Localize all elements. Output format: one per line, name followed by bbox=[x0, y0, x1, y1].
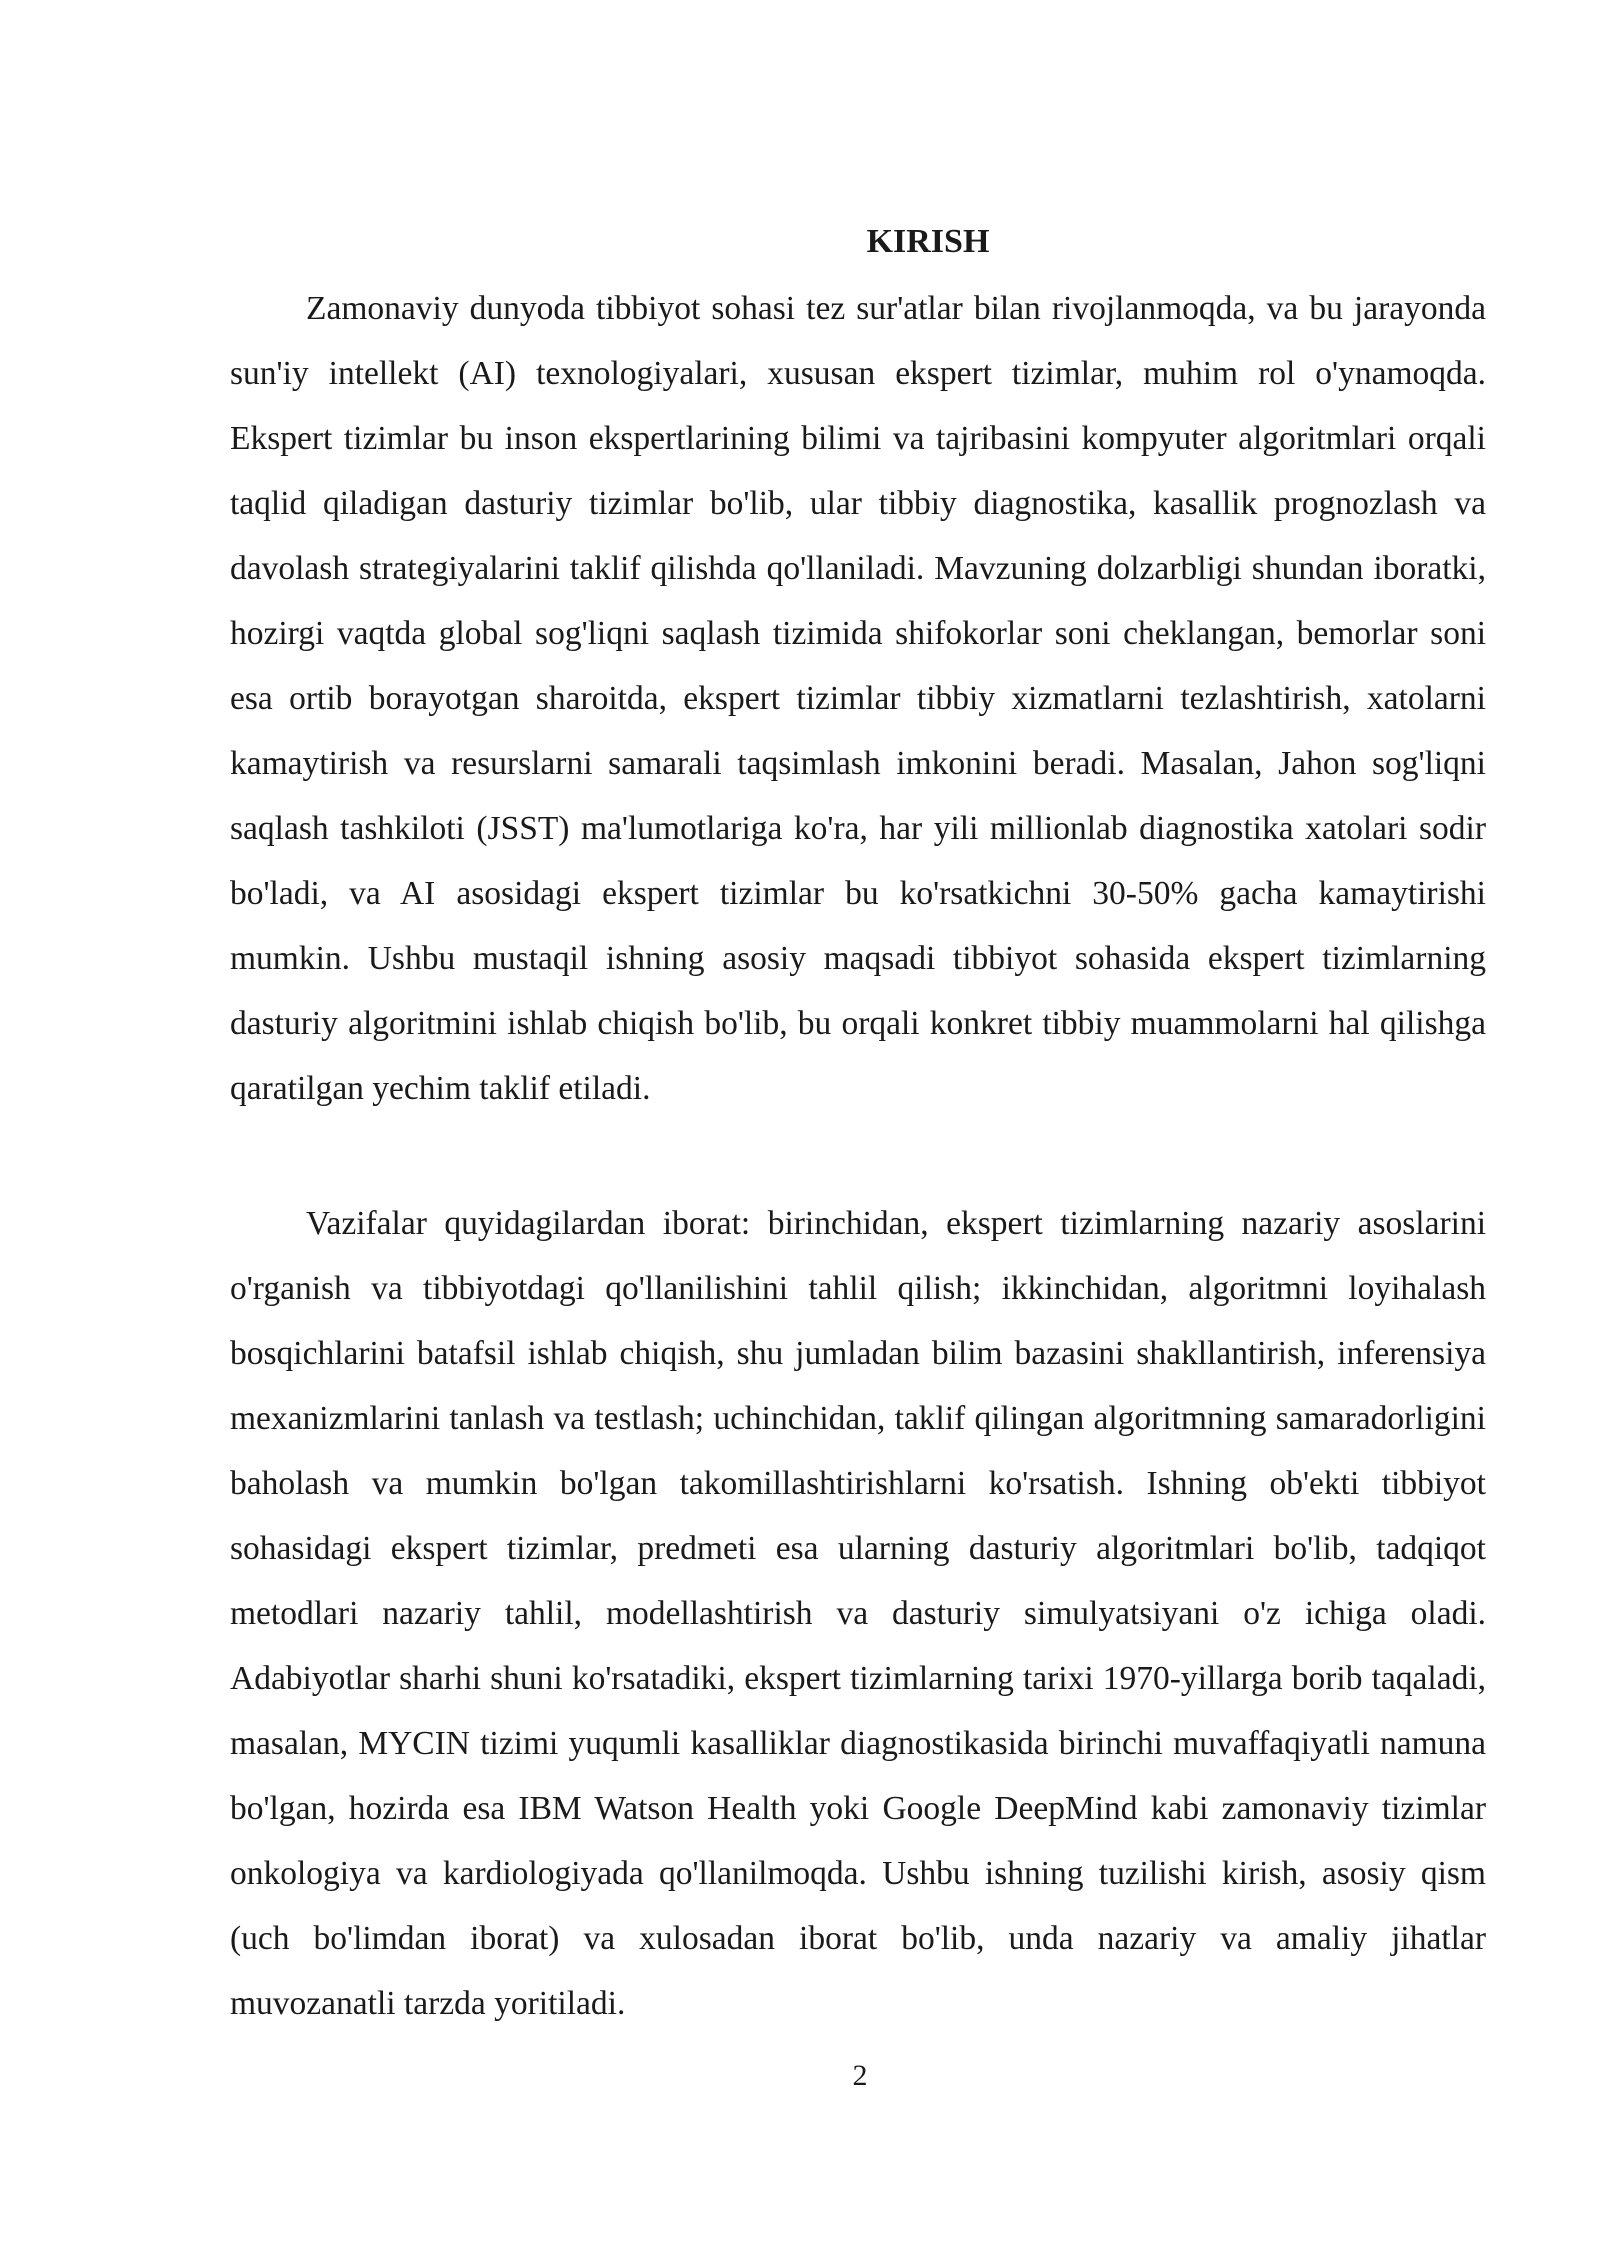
page-number: 2 bbox=[852, 2059, 868, 2092]
paragraph-introduction: Zamonaviy dunyoda tibbiyot sohasi tez sur'atlar bilan rivojlanmoqda, va bu jarayonda sun'iy intellekt (AI) texnologiyalari, xususan ekspert tizimlar, muhim rol o'ynamoqda. Ekspert tizimlar bu inson ekspertlarining bilimi va tajribasini kompyuter algoritmlari orqali taqlid qiladigan dasturiy tizimlar bo'lib, ular tibbiy diagnostika, kasallik prognozlash va davolash strategiyalarini taklif qilishda qo'llaniladi. Mavzuning dolzarbligi shundan iboratki, hozirgi vaqtda global sog'liqni saqlash tizimida shifokorlar soni cheklangan, bemorlar soni esa ortib borayotgan sharoitda, ekspert tizimlar tibbiy xizmatlarni tezlashtirish, xatolarni kamaytirish va resurslarni samarali taqsimlash imkonini beradi. Masalan, Jahon sog'liqni saqlash tashkiloti (JSST) ma'lumotlariga ko'ra, har yili millionlab diagnostika xatolari sodir bo'ladi, va AI asosidagi ekspert tizimlar bu ko'rsatkichni 30-50% gacha kamaytirishi mumkin. Ushbu mustaqil ishning asosiy maqsadi tibbiyot sohasida ekspert tizimlarning dasturiy algoritmini ishlab chiqish bo'lib, bu orqali konkret tibbiy muammolarni hal qilishga qaratilgan yechim taklif etiladi. bbox=[230, 290, 1486, 1107]
section-heading: KIRISH bbox=[866, 223, 990, 260]
paragraph-tasks: Vazifalar quyidagilardan iborat: birinchidan, ekspert tizimlarning nazariy asoslarini o'rganish va tibbiyotdagi qo'llanilishini tahlil qilish; ikkinchidan, algoritmni loyihalash bosqichlarini batafsil ishlab chiqish, shu jumladan bilim bazasini shakllantirish, inferensiya mexanizmlarini tanlash va testlash; uchinchidan, taklif qilingan algoritmning samaradorligini baholash va mumkin bo'lgan takomillashtirishlarni ko'rsatish. Ishning ob'ekti tibbiyot sohasidagi ekspert tizimlar, predmeti esa ularning dasturiy algoritmlari bo'lib, tadqiqot metodlari nazariy tahlil, modellashtirish va dasturiy simulyatsiyani o'z ichiga oladi. Adabiyotlar sharhi shuni ko'rsatadiki, ekspert tizimlarning tarixi 1970-yillarga borib taqaladi, masalan, MYCIN tizimi yuqumli kasalliklar diagnostikasida birinchi muvaffaqiyatli namuna bo'lgan, hozirda esa IBM Watson Health yoki Google DeepMind kabi zamonaviy tizimlar onkologiya va kardiologiyada qo'llanilmoqda. Ushbu ishning tuzilishi kirish, asosiy qism (uch bo'limdan iborat) va xulosadan iborat bo'lib, unda nazariy va amaliy jihatlar muvozanatli tarzda yoritiladi. bbox=[230, 1205, 1486, 2022]
